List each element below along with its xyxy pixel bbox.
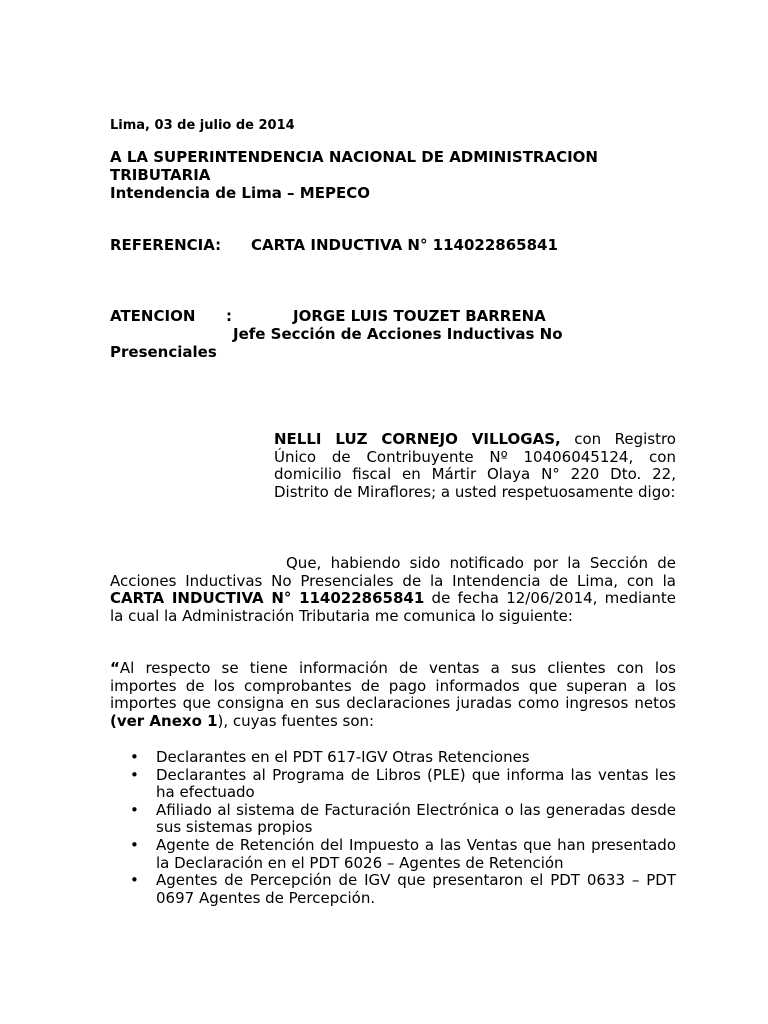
attention-block bbox=[110, 307, 676, 361]
letter-date: Lima, 03 de julio de 2014 bbox=[110, 118, 295, 133]
bullet-icon: • bbox=[130, 765, 139, 784]
attention-title-line-1: Jefe Sección de Acciones Inductivas No bbox=[233, 325, 563, 343]
reference-line bbox=[110, 236, 670, 254]
addressee-block bbox=[110, 148, 670, 202]
intro-text: con Registro Único de Contribuyente Nº 10406045124, con domicilio fiscal en Mártir Olaya N° 220 Dto. 22, Distrito de Miraflores; a usted respetuosamente digo: bbox=[274, 430, 676, 501]
body-p2-text-a: Al respecto se tiene información de ventas a sus clientes con los importes de los comprobantes de pago informados que superan a los importes que consigna en sus declaraciones juradas como ingresos netos bbox=[110, 659, 676, 713]
body-p1-carta: CARTA INDUCTIVA N° 114022865841 bbox=[110, 589, 425, 608]
list-item: • Afiliado al sistema de Facturación Electrónica o las generadas desde sus sistemas propios bbox=[130, 800, 676, 837]
list-item: • Agentes de Percepción de IGV que presentaron el PDT 0633 – PDT 0697 Agentes de Percepción. bbox=[130, 871, 676, 907]
list-item: • Declarantes en el PDT 617-IGV Otras Retenciones bbox=[130, 748, 530, 766]
reference-value: CARTA INDUCTIVA N° 114022865841 bbox=[251, 236, 558, 254]
addressee-line-2: TRIBUTARIA bbox=[110, 166, 211, 184]
intro-paragraph bbox=[274, 431, 676, 501]
bullet-icon: • bbox=[130, 800, 139, 819]
body-paragraph-2 bbox=[110, 660, 676, 730]
bullet-icon: • bbox=[130, 748, 139, 766]
bullet-icon: • bbox=[130, 871, 139, 890]
attention-label: ATENCION bbox=[110, 307, 196, 325]
body-p2-annex: (ver Anexo 1 bbox=[110, 711, 218, 730]
quote-open-mark: “ bbox=[110, 659, 120, 677]
sources-list bbox=[110, 749, 676, 907]
body-p2-text-b: ), cuyas fuentes son: bbox=[217, 711, 375, 730]
reference-label: REFERENCIA: bbox=[110, 236, 222, 254]
addressee-line-1: A LA SUPERINTENDENCIA NACIONAL DE ADMINISTRACION bbox=[110, 148, 598, 166]
intro-name: NELLI LUZ CORNEJO VILLOGAS, bbox=[274, 430, 561, 448]
bullet-icon: • bbox=[130, 835, 139, 854]
attention-title-line-2: Presenciales bbox=[110, 343, 217, 361]
addressee-line-3: Intendencia de Lima – MEPECO bbox=[110, 184, 370, 202]
list-item: • Agente de Retención del Impuesto a las Ventas que han presentado la Declaración en el PDT 6026 – Agentes de Retención bbox=[130, 835, 676, 872]
body-paragraph-1 bbox=[110, 555, 676, 625]
list-item: • Declarantes al Programa de Libros (PLE) que informa las ventas les ha efectuado bbox=[130, 765, 676, 802]
attention-name: JORGE LUIS TOUZET BARRENA bbox=[293, 307, 546, 325]
body-p1-text-b: de fecha 12/06/2014, mediante la cual la Administración Tributaria me comunica lo siguiente: bbox=[110, 589, 676, 625]
attention-colon: : bbox=[226, 307, 232, 325]
body-p1-text-a: Que, habiendo sido notificado por la Sección de Acciones Inductivas No Presenciales de la Intendencia de Lima, con la bbox=[110, 554, 676, 590]
